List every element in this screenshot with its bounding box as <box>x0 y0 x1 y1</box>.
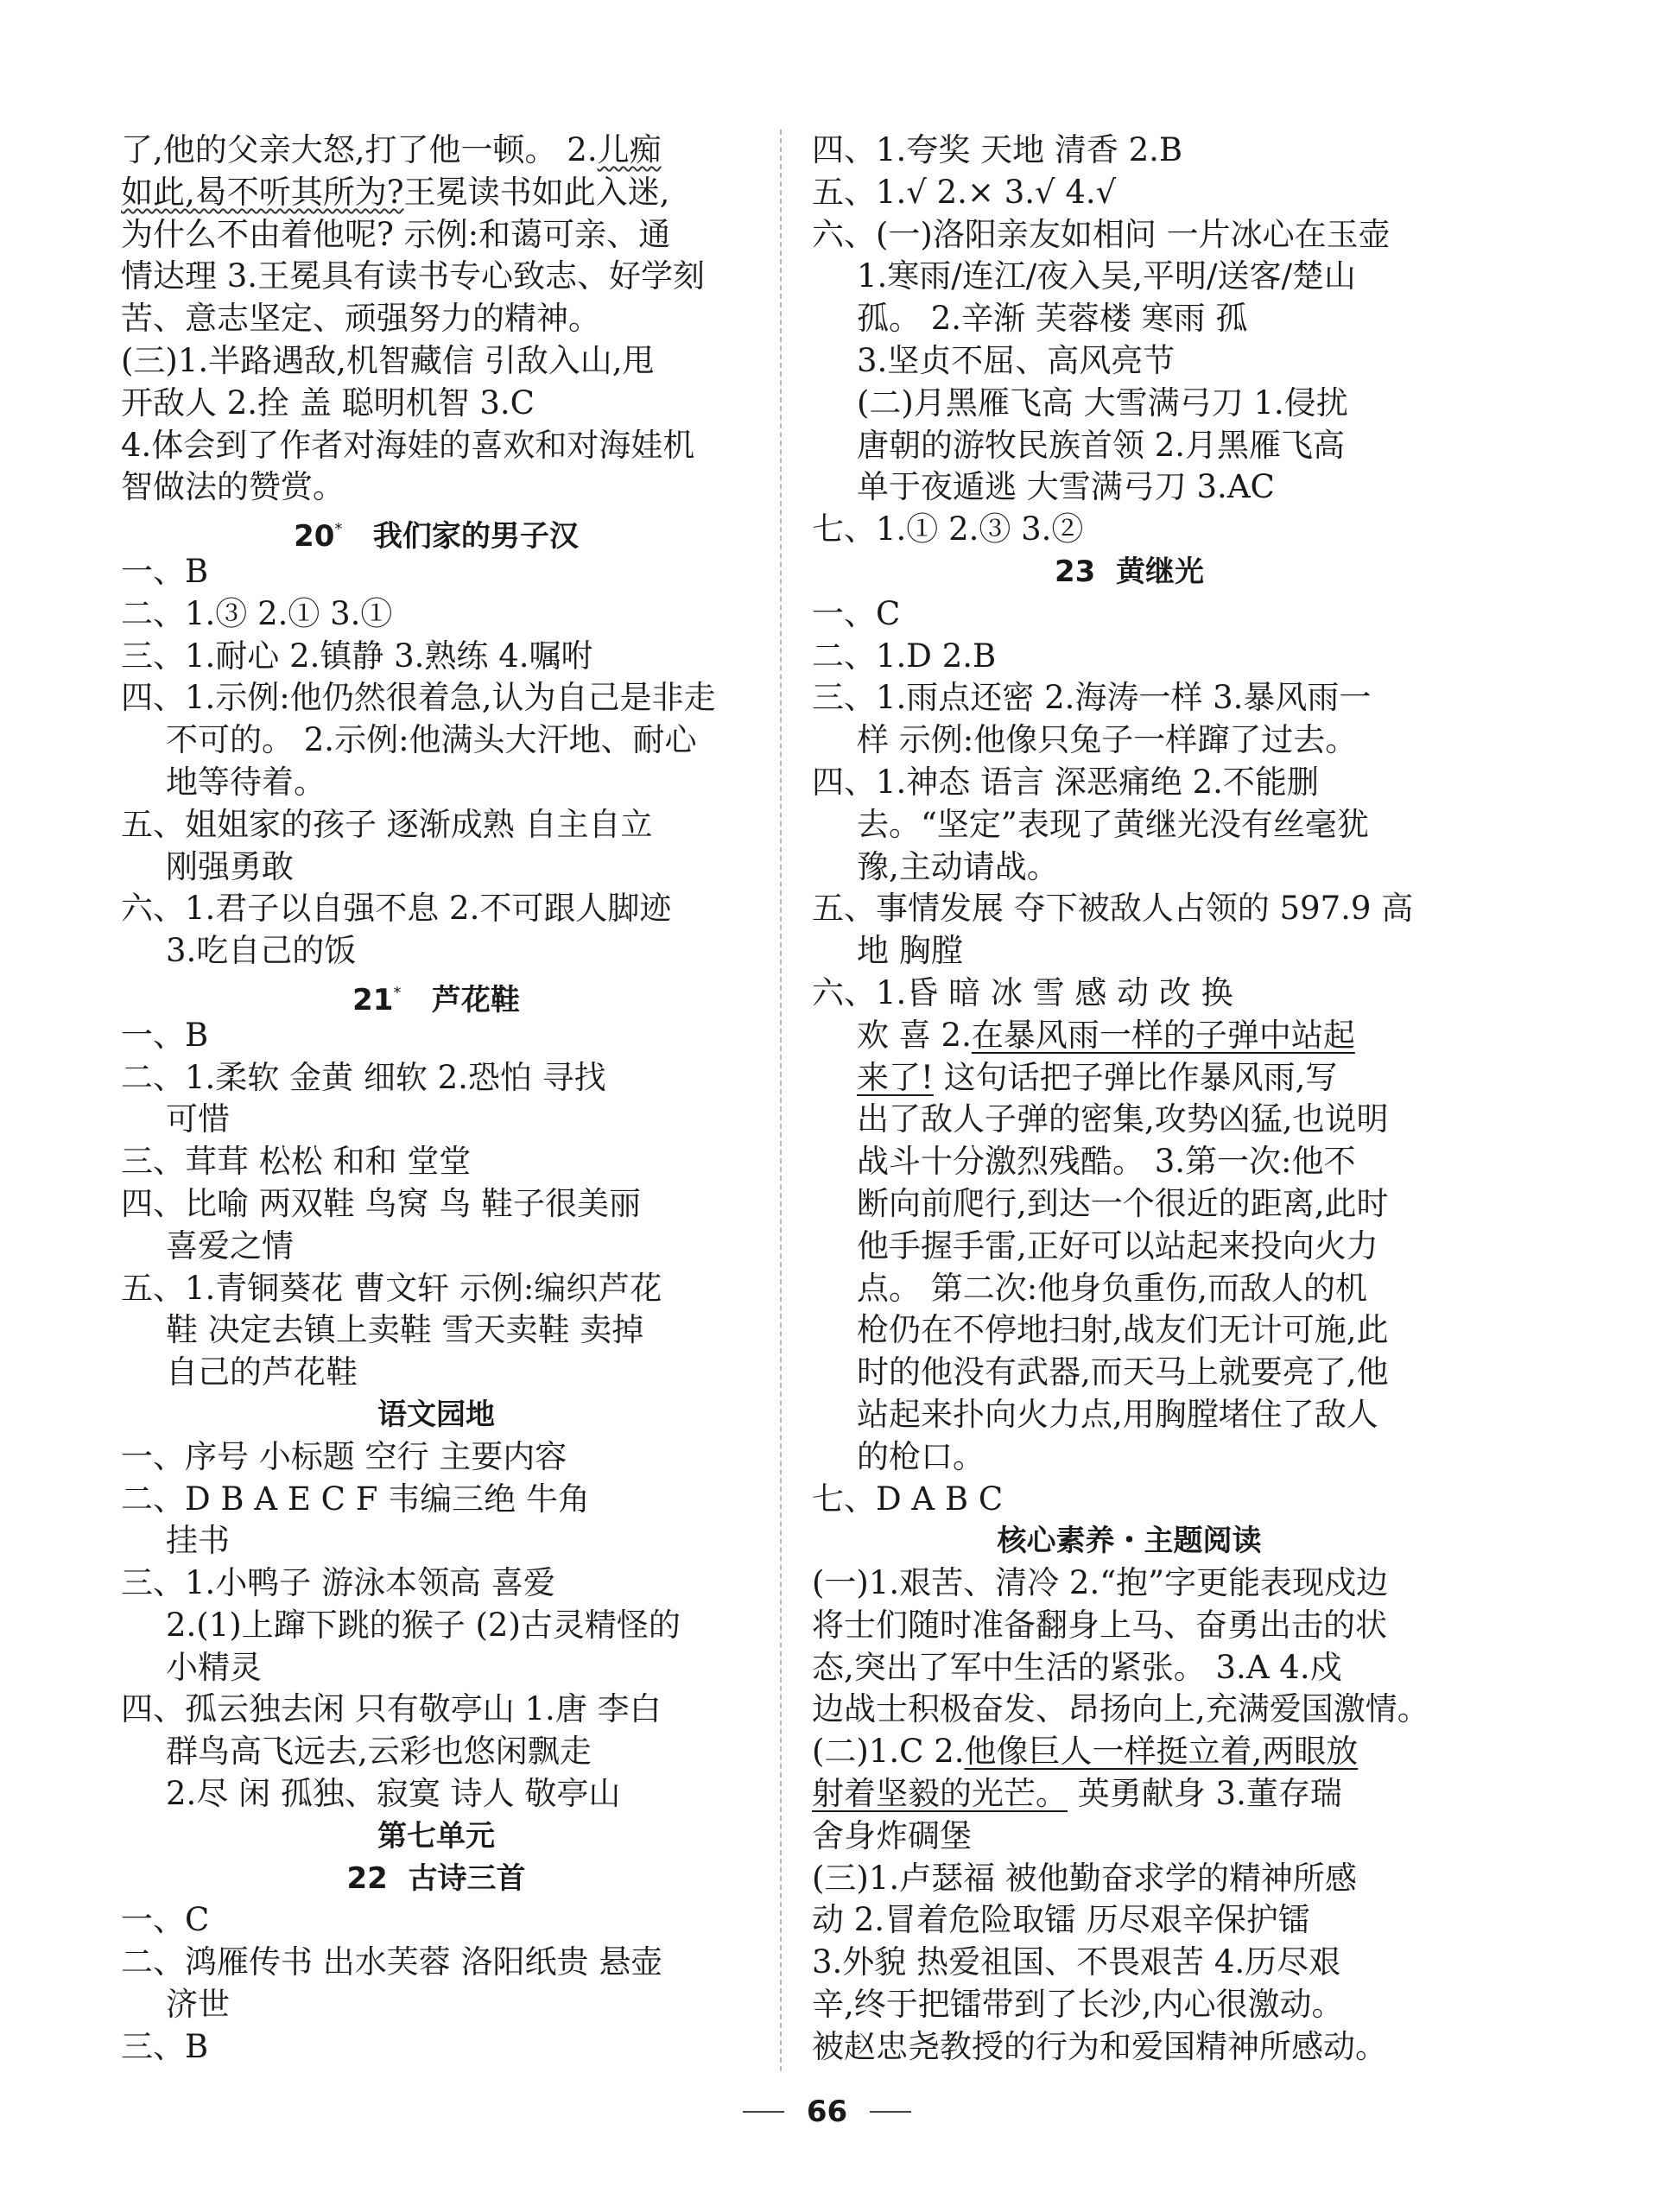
text-line: 被赵忠尧教授的行为和爱国精神所感动。 <box>812 2027 1387 2065</box>
text-line: 地 胸膛 <box>857 932 963 970</box>
text-line: 3.坚贞不屈、高风亮节 <box>857 341 1176 379</box>
text-line: 六、1.君子以自强不息 2.不可跟人脚迹 <box>121 890 672 928</box>
text-line: 辛,终于把镭带到了长沙,内心很激动。 <box>812 1986 1344 2024</box>
text-line: 四、1.神态 语言 深恶痛绝 2.不能删 <box>812 763 1319 801</box>
text-line: 单于夜遁逃 大雪满弓刀 3.AC <box>857 468 1275 506</box>
text-line: 喜爱之情 <box>166 1226 294 1264</box>
text-line: 二、1.③ 2.① 3.① <box>121 594 393 632</box>
unit-heading: 第七单元 <box>377 1818 495 1854</box>
text-line: 样 示例:他像只兔子一样蹿了过去。 <box>857 721 1358 759</box>
text-line: 一、C <box>121 1901 210 1939</box>
text-line: 战斗十分激烈残酷。 3.第一次:他不 <box>857 1143 1356 1181</box>
text-line: 他手握手雷,正好可以站起来投向火力 <box>857 1226 1378 1264</box>
underlined-text: 来了! <box>857 1058 934 1096</box>
text-line: 去。“坚定”表现了黄继光没有丝毫犹 <box>857 805 1369 843</box>
column-divider <box>780 130 782 2071</box>
text-line: 边战士积极奋发、昂扬向上,充满爱国激情。 <box>812 1690 1429 1728</box>
text-line: (三)1.半路遇敌,机智藏信 引敌入山,甩 <box>121 341 655 379</box>
text-line: 济世 <box>166 1986 230 2024</box>
text-line: 五、事情发展 夺下被敌人占领的 597.9 高 <box>812 890 1414 928</box>
text-line: 七、D A B C <box>812 1480 1004 1518</box>
text-line: 二、鸿雁传书 出水芙蓉 洛阳纸贵 悬壶 <box>121 1943 663 1981</box>
section-heading-core-reading: 核心素养・主题阅读 <box>997 1524 1262 1559</box>
underlined-text: 在暴风雨一样的子弹中站起 <box>971 1016 1355 1054</box>
text-line: 动 2.冒着危险取镭 历尽艰辛保护镭 <box>812 1901 1310 1939</box>
text-line: 五、1.√ 2.× 3.√ 4.√ <box>812 173 1117 211</box>
lesson-heading-22: 22 古诗三首 <box>346 1860 526 1896</box>
text-line: 可惜 <box>166 1100 230 1138</box>
text-line: (二)月黑雁飞高 大雪满弓刀 1.侵扰 <box>857 383 1348 421</box>
text-line: 自己的芦花鞋 <box>166 1353 358 1391</box>
lesson-heading-23: 23 黄继光 <box>1055 554 1204 589</box>
text-line: 为什么不由着他呢? 示例:和蔼可亲、通 <box>121 215 671 253</box>
footer-dash-left <box>743 2111 784 2113</box>
text-line: (一)1.艰苦、清冷 2.“抱”字更能表现戍边 <box>812 1564 1389 1602</box>
footer-dash-right <box>870 2111 911 2113</box>
text-line: 二、D B A E C F 韦编三绝 牛角 <box>121 1480 590 1518</box>
wavy-underlined-text: 儿痴 <box>597 131 662 168</box>
text-line: 唐朝的游牧民族首领 2.月黑雁飞高 <box>857 426 1346 464</box>
text-line: 四、1.夸奖 天地 清香 2.B <box>812 131 1183 168</box>
text-line: (二)1.C 2.他像巨人一样挺立着,两眼放 <box>812 1733 1359 1771</box>
text-line: 二、1.D 2.B <box>812 637 997 675</box>
text-line: 群鸟高飞远去,云彩也悠闲飘走 <box>166 1733 592 1771</box>
text-line: 三、B <box>121 2027 209 2065</box>
text-line: 如此,曷不听其所为?王冕读书如此入迷, <box>121 173 670 211</box>
text-line: 四、1.示例:他仍然很着急,认为自己是非走 <box>121 679 716 717</box>
star-mark: * <box>334 520 343 539</box>
text-line: 射着坚毅的光芒。 英勇献身 3.董存瑞 <box>812 1775 1342 1813</box>
text-line: 五、1.青铜葵花 曹文轩 示例:编织芦花 <box>121 1269 662 1307</box>
text-line: 2.尽 闲 孤独、寂寞 诗人 敬亭山 <box>166 1775 621 1813</box>
text-line: 小精灵 <box>166 1648 262 1686</box>
underlined-text: 他像巨人一样挺立着,两眼放 <box>964 1733 1359 1771</box>
text-line: 了,他的父亲大怒,打了他一顿。 2.儿痴 <box>121 131 662 168</box>
text-line: 一、C <box>812 594 901 632</box>
text-line: 舍身炸碉堡 <box>812 1816 972 1854</box>
text-line: 4.体会到了作者对海娃的喜欢和对海娃机 <box>121 426 695 464</box>
wavy-underlined-text: 如此,曷不听其所为? <box>121 173 404 211</box>
text-line: 七、1.① 2.③ 3.② <box>812 510 1084 548</box>
text-line: 的枪口。 <box>857 1437 985 1475</box>
text-line: 豫,主动请战。 <box>857 847 1059 885</box>
text-line: 六、(一)洛阳亲友如相问 一片冰心在玉壶 <box>812 215 1391 253</box>
underlined-text: 射着坚毅的光芒。 <box>812 1775 1068 1813</box>
text-line: 点。 第二次:他身负重伤,而敌人的机 <box>857 1269 1367 1307</box>
text-line: 1.寒雨/连江/夜入吴,平明/送客/楚山 <box>857 257 1356 295</box>
section-heading-yuwen-yuandi: 语文园地 <box>377 1397 495 1432</box>
text-line: 时的他没有武器,而天马上就要亮了,他 <box>857 1353 1389 1391</box>
text-line: 出了敌人子弹的密集,攻势凶猛,也说明 <box>857 1100 1389 1138</box>
text-line: (三)1.卢瑟福 被他勤奋求学的精神所感 <box>812 1859 1357 1897</box>
text-line: 站起来扑向火力点,用胸膛堵住了敌人 <box>857 1395 1378 1433</box>
text-line: 孤。 2.辛渐 芙蓉楼 寒雨 孤 <box>857 300 1248 338</box>
text-line: 一、B <box>121 1016 209 1054</box>
text-line: 智做法的赞赏。 <box>121 468 345 506</box>
page-number: 66 <box>806 2095 848 2129</box>
text-line: 五、姐姐家的孩子 逐渐成熟 自主自立 <box>121 805 653 843</box>
right-column <box>812 130 1447 2069</box>
text-line: 四、孤云独去闲 只有敬亭山 1.唐 李白 <box>121 1690 662 1728</box>
text-line: 挂书 <box>166 1522 230 1560</box>
text-line: 2.(1)上蹿下跳的猴子 (2)古灵精怪的 <box>166 1606 681 1644</box>
text-line: 二、1.柔软 金黄 细软 2.恐怕 寻找 <box>121 1058 606 1096</box>
text-line: 来了! 这句话把子弹比作暴风雨,写 <box>857 1058 1338 1096</box>
text-line: 苦、意志坚定、顽强努力的精神。 <box>121 300 600 338</box>
text-line: 将士们随时准备翻身上马、奋勇出击的状 <box>812 1606 1387 1644</box>
text-line: 三、1.雨点还密 2.海涛一样 3.暴风雨一 <box>812 679 1372 717</box>
text-line: 枪仍在不停地扫射,战友们无计可施,此 <box>857 1311 1389 1349</box>
text-line: 六、1.昏 暗 冰 雪 感 动 改 换 <box>812 973 1233 1011</box>
text-line: 开敌人 2.拴 盖 聪明机智 3.C <box>121 383 535 421</box>
text-line: 一、B <box>121 552 209 590</box>
page-footer <box>0 2086 1654 2138</box>
star-mark: * <box>393 983 402 1002</box>
text-line: 三、1.耐心 2.镇静 3.熟练 4.嘱咐 <box>121 637 593 675</box>
text-line: 态,突出了军中生活的紧张。 3.A 4.戍 <box>812 1648 1342 1686</box>
text-line: 地等待着。 <box>166 763 326 801</box>
lesson-heading-21: 21* 芦花鞋 <box>352 982 520 1017</box>
text-line: 情达理 3.王冕具有读书专心致志、好学刻 <box>121 257 706 295</box>
text-line: 3.外貌 热爱祖国、不畏艰苦 4.历尽艰 <box>812 1943 1341 1981</box>
text-line: 欢 喜 2.在暴风雨一样的子弹中站起 <box>857 1016 1355 1054</box>
text-line: 刚强勇敢 <box>166 847 294 885</box>
text-line: 三、茸茸 松松 和和 堂堂 <box>121 1143 472 1181</box>
text-line: 鞋 决定去镇上卖鞋 雪天卖鞋 卖掉 <box>166 1311 644 1349</box>
text-line: 三、1.小鸭子 游泳本领高 喜爱 <box>121 1564 555 1602</box>
text-line: 一、序号 小标题 空行 主要内容 <box>121 1437 567 1475</box>
text-line: 断向前爬行,到达一个很近的距离,此时 <box>857 1184 1389 1222</box>
left-column <box>121 130 751 2069</box>
text-line: 不可的。 2.示例:他满头大汗地、耐心 <box>166 721 697 759</box>
lesson-heading-20: 20* 我们家的男子汉 <box>294 519 579 555</box>
text-line: 3.吃自己的饭 <box>166 932 357 970</box>
text-line: 四、比喻 两双鞋 鸟窝 鸟 鞋子很美丽 <box>121 1184 642 1222</box>
